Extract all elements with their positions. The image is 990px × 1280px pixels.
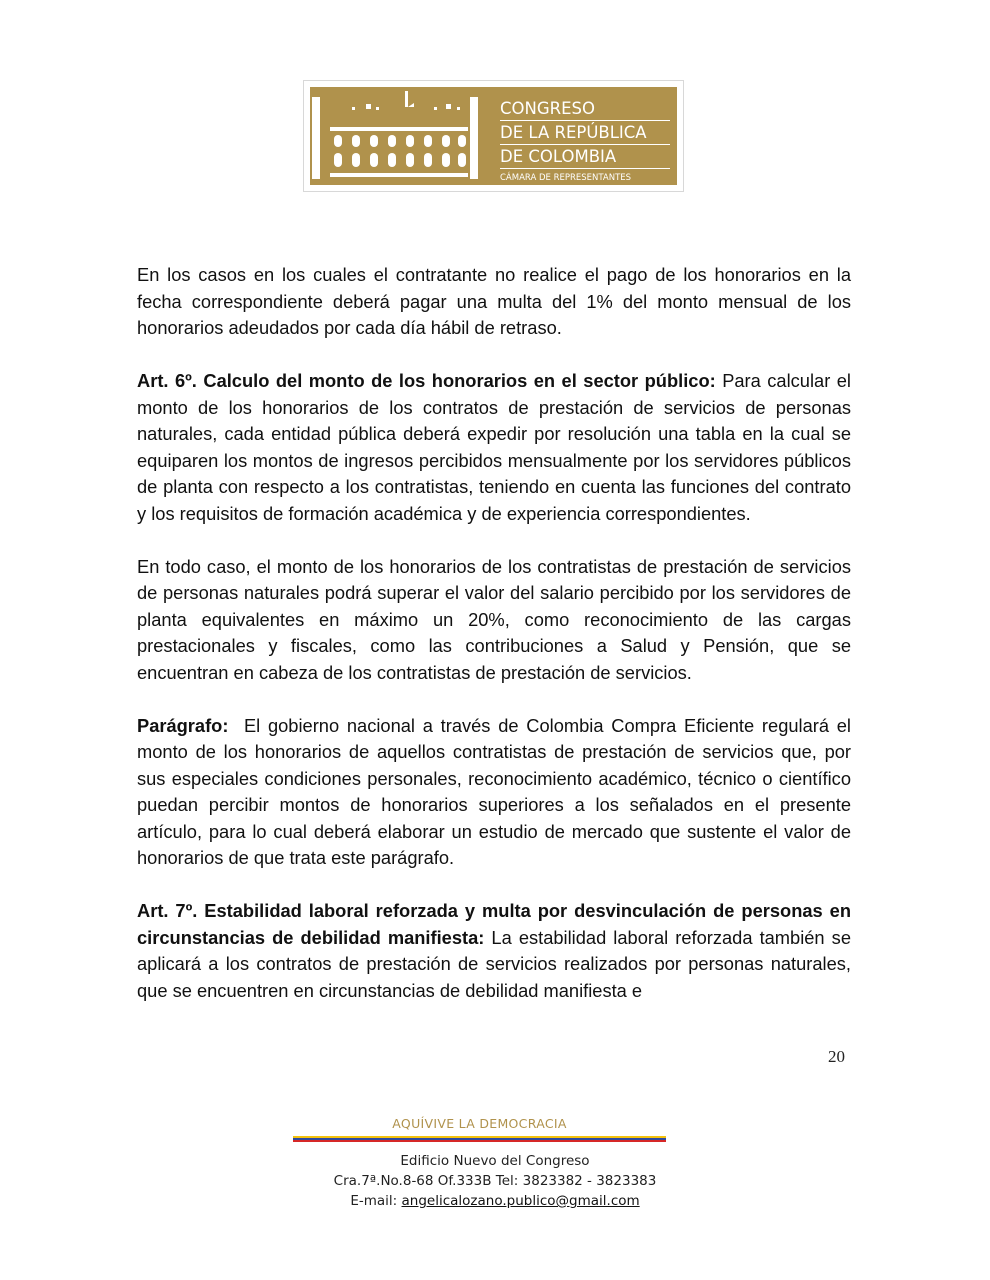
paragrafo <box>137 713 857 872</box>
article-6-text: Para calcular el monto de los honorarios de los contratos de prestación de servicios de personas naturales, cada entidad pública deberá expedir por resolución una tabla en la cual se equiparen los montos de ingresos percibidos mensualmente por los servidores públicos de planta con respecto a los contratistas, teniendo en cuenta las funciones del contrato y los requisitos de formación académica y de experiencia correspondientes. <box>137 370 851 524</box>
page-number: 20 <box>828 1047 845 1066</box>
footer-slogan: AQUÍVIVE LA DEMOCRACIA <box>392 1116 567 1131</box>
logo-line-2: DE LA REPÚBLICA <box>500 121 670 145</box>
logo-wordmark <box>500 97 670 187</box>
article-7 <box>137 898 851 1004</box>
article-6-heading: Art. 6º. Calculo del monto de los honorarios en el sector público: <box>137 370 716 391</box>
congreso-logo <box>303 80 684 192</box>
footer-email-link[interactable]: angelicalozano.publico@gmail.com <box>401 1193 640 1209</box>
paragrafo-text: El gobierno nacional a través de Colombia Compra Eficiente regulará el monto de los honorarios de aquellos contratistas de prestación de servicios que, por sus especiales condiciones personales, reconocimiento académico, técnico o científico puedan percibir montos de honorarios superiores a los señalados en el presente artículo, para lo cual deberá elaborar un estudio de mercado que sustente el valor de honorarios de que trata este parágrafo. <box>137 714 857 868</box>
article-7-heading: Art. 7º. Estabilidad laboral reforzada y multa por desvinculación de personas en circunstancias de debilidad manifiesta: <box>137 900 851 948</box>
logo-subtitle: CÁMARA DE REPRESENTANTES <box>500 173 632 183</box>
paragraph-fee-limit: En todo caso, el monto de los honorarios de los contratistas de prestación de servicios de personas naturales podrá superar el valor del salario percibido por los servidores de planta equivalentes en máximo un 20%, como reconocimiento de las cargas prestacionales y fiscales, como las contribuciones a Salud y Pensión, que se encuentran en cabeza de los contratistas de prestación de servicios. <box>137 555 851 683</box>
paragrafo-heading: Parágrafo: <box>137 714 229 736</box>
footer-address: Cra.7ª.No.8-68 Of.333B Tel: 3823382 - 3823383 <box>333 1173 657 1189</box>
logo-badge <box>310 87 677 185</box>
flag-stripe-red <box>293 1140 666 1142</box>
footer-email-line <box>290 1191 700 1211</box>
capitol-building-icon <box>310 87 500 185</box>
logo-line-1: CONGRESO <box>500 97 670 121</box>
article-6 <box>137 368 851 527</box>
logo-line-3: DE COLOMBIA <box>500 145 670 169</box>
document-body <box>137 262 857 1004</box>
footer-building: Edificio Nuevo del Congreso <box>400 1153 590 1169</box>
paragraph-late-payment: En los casos en los cuales el contratante no realice el pago de los honorarios en la fecha correspondiente deberá pagar una multa del 1% del monto mensual de los honorarios adeudados por cada día hábil de retraso. <box>137 264 851 338</box>
footer-contact <box>290 1151 700 1211</box>
footer-email-label: E-mail: <box>350 1193 402 1209</box>
flag-color-bar <box>293 1136 666 1142</box>
article-7-text: La estabilidad laboral reforzada también se aplicará a los contratos de prestación de servicios realizados por personas naturales, que se encuentren en circunstancias de debilidad manifiesta e <box>137 926 851 1001</box>
